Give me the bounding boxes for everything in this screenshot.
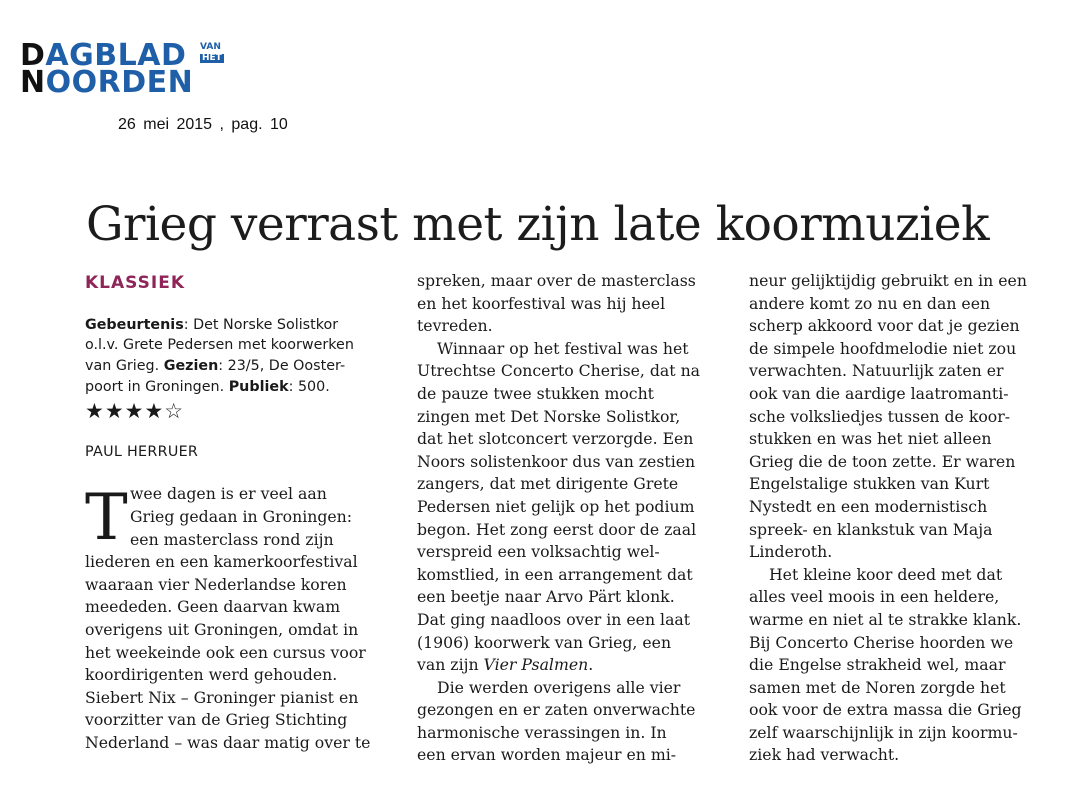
body-line: overigens uit Groningen, omdat in	[85, 619, 359, 639]
info-line-2: o.l.v. Grete Pedersen met koorwerken	[85, 337, 354, 354]
newspaper-logo	[20, 38, 222, 100]
info-line-4	[85, 377, 390, 398]
body-line: Utrechtse Concerto Cherise, dat na	[417, 361, 701, 381]
article-column-2	[417, 270, 722, 767]
info-line-3-start: van Grieg.	[85, 358, 164, 375]
body-start	[85, 483, 390, 754]
info-text-gebeurtenis: : Det Norske Solistkor	[183, 316, 339, 333]
body-line: samen met de Noren zorgde het	[749, 677, 1006, 697]
body-line: spreek- en klankstuk van Maja	[749, 519, 993, 539]
article-column-3	[749, 270, 1069, 767]
body-line: voorzitter van de Grieg Stichting	[85, 710, 348, 730]
body-line: zelf waarschijnlijk in zijn koormu-	[749, 722, 1018, 742]
body-line: Grieg die de toon zette. Er waren	[749, 451, 1016, 471]
body-line: tevreden.	[417, 316, 493, 336]
info-text-publiek: : 500.	[288, 378, 330, 395]
body-line: alles veel moois in een heldere,	[749, 587, 1000, 607]
body-line: dat het slotconcert verzorgde. Een	[417, 429, 694, 449]
info-text-gezien: : 23/5, De Ooster-	[218, 358, 346, 375]
body-line: een masterclass rond zijn	[130, 529, 334, 549]
body-line: spreken, maar over de masterclass	[417, 271, 696, 290]
body-line: neur gelijktijdig gebruikt en in een	[749, 271, 1027, 290]
body-line: stukken en was het niet alleen	[749, 429, 992, 449]
body-line: verspreid een volksachtig wel-	[417, 542, 660, 562]
body-line: Bij Concerto Cherise hoorden we	[749, 632, 1014, 652]
body-line: gezongen en er zaten onverwachte	[417, 700, 696, 720]
logo-line-2-rest: OORDEN	[45, 65, 194, 100]
body-line: warme en niet al te strakke klank.	[749, 609, 1022, 629]
publication-date: 26 mei 2015 , pag. 10	[118, 116, 288, 133]
logo-het: HET	[202, 53, 222, 63]
body-line: Nystedt en een modernistisch	[749, 496, 988, 516]
body-line: Winnaar op het festival was het	[437, 338, 689, 358]
body-line: een beetje naar Arvo Pärt klonk.	[417, 587, 675, 607]
body-line: (1906) koorwerk van Grieg, een	[417, 632, 672, 652]
body-line: verwachten. Natuurlijk zaten er	[749, 361, 1004, 381]
section-rubric: KLASSIEK	[85, 273, 185, 293]
body-line: koordirigenten werd gehouden.	[85, 665, 338, 685]
body-line: en het koorfestival was hij heel	[417, 293, 666, 313]
body-line: Engelstalige stukken van Kurt	[749, 474, 990, 494]
body-line: Die werden overigens alle vier	[437, 677, 681, 697]
event-info	[85, 315, 390, 398]
body-line: meededen. Geen daarvan kwam	[85, 597, 341, 617]
body-line: Pedersen niet gelijk op het podium	[417, 496, 695, 516]
body-line: Het kleine koor deed met dat	[769, 564, 1003, 584]
rating-stars: ★★★★☆	[85, 398, 185, 423]
body-line: Linderoth.	[749, 542, 833, 562]
article-column-1	[85, 270, 390, 755]
body-line: liederen en een kamerkoorfestival	[85, 552, 358, 572]
body-line: een ervan worden majeur en mi-	[417, 745, 677, 765]
body-line: de simpele hoofdmelodie niet zou	[749, 338, 1017, 358]
body-line: komstlied, in een arrangement dat	[417, 564, 693, 584]
info-line-4-start: poort in Groningen.	[85, 378, 229, 395]
drop-cap: T	[85, 481, 128, 556]
body-line: waaraan vier Nederlandse koren	[85, 574, 347, 594]
body-line: ook voor de extra massa die Grieg	[749, 700, 1022, 720]
info-line-3	[85, 356, 390, 377]
info-label-gezien: Gezien	[163, 358, 219, 375]
logo-line-1-rest: AGBLAD	[45, 38, 187, 73]
body-line: het weekeinde ook een cursus voor	[85, 642, 366, 662]
body-line: wee dagen is er veel aan	[130, 484, 327, 504]
body-line: andere komt zo nu en dan een	[749, 293, 991, 313]
psalm-title: Vier Psalmen	[483, 655, 589, 675]
body-line: begon. Het zong eerst door de zaal	[417, 519, 697, 539]
body-text: van zijn	[417, 655, 484, 675]
author-byline: PAUL HERRUER	[85, 443, 199, 460]
logo-line-1: DAGBLAD	[20, 38, 187, 73]
body-line	[417, 654, 722, 677]
body-line: Siebert Nix – Groninger pianist en	[85, 687, 359, 707]
body-line: Nederland – was daar matig over te	[85, 732, 371, 752]
body-line: harmonische verassingen in. In	[417, 722, 667, 742]
body-text: .	[588, 655, 594, 675]
body-line: ook van die aardige laatromanti-	[749, 383, 1009, 403]
body-line: Dat ging naadloos over in een laat	[417, 609, 691, 629]
article-headline: Grieg verrast met zijn late koormuziek	[86, 197, 990, 252]
body-line: zingen met Det Norske Solistkor,	[417, 406, 681, 426]
body-line: Grieg gedaan in Groningen:	[130, 506, 353, 526]
logo-van: VAN	[200, 42, 221, 52]
info-label-gebeurtenis: Gebeurtenis	[85, 316, 184, 333]
body-line: sche volksliedjes tussen de koor-	[749, 406, 1011, 426]
body-line: de pauze twee stukken mocht	[417, 383, 654, 403]
body-line: scherp akkoord voor dat je gezien	[749, 316, 1020, 336]
body-line: ziek had verwacht.	[749, 745, 900, 765]
info-label-publiek: Publiek	[228, 378, 289, 395]
body-line: Noors solistenkoor dus van zestien	[417, 451, 696, 471]
info-line-1	[85, 315, 390, 336]
body-line: zangers, dat met dirigente Grete	[417, 474, 679, 494]
logo-line-2: NOORDEN	[20, 65, 194, 100]
logo-van-het	[200, 43, 224, 63]
body-line: die Engelse strakheid wel, maar	[749, 655, 1006, 675]
